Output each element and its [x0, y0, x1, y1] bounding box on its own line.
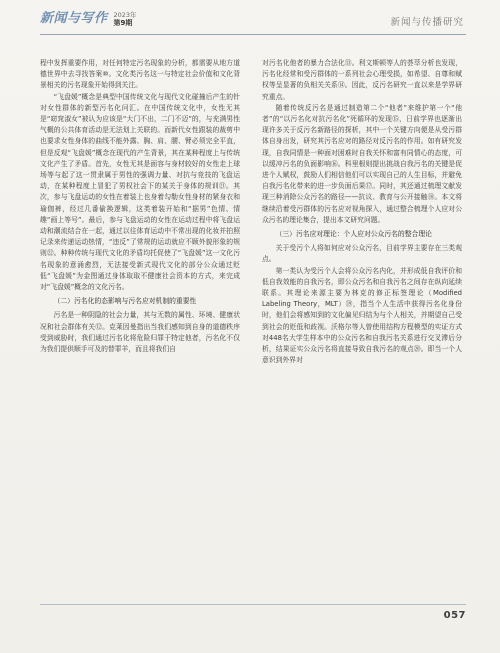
body-paragraph: 污名是一种阴隐的社会力量，其与无数的属性、环境、健康状况和社会群体有关⑫。克莱因曼指出当我们感知到自身的道德秩序受到威胁时，我们通过污名化将危险归罪于特定他者，污名化不仅为我们提供顺手可及的替罪羊，而且将我们自	[40, 311, 240, 354]
page-number: 057	[443, 610, 466, 621]
journal-logo-block	[40, 11, 137, 27]
issue-year: 2023年	[113, 11, 137, 19]
body-paragraph: 对污名化他者的暴力合法化⑬。利文斯顿等人的荟萃分析也发现，污名化经常和受污群体的一系列社会心理受损，如希望、自尊和赋权等呈显著的负相关关系⑭。因此，反污名研究一直以来是学界研究重点。	[262, 59, 462, 101]
issue-info	[114, 11, 137, 27]
right-column	[262, 58, 462, 366]
body-paragraph: 程中发挥重要作用，对任何特定污名现象的分析，都需要从地方道德世界中去寻找答案⑩。文化类污名这一与特定社会价值和文化背景相关的污名现象开始得到关注。	[40, 59, 240, 90]
footer-divider	[40, 604, 466, 605]
section-heading: （三）污名应对理论：个人应对公众污名的整合理论	[275, 230, 432, 239]
journal-logo: 新闻与写作	[40, 11, 108, 26]
section-heading: （二）污名化的态影响与污名应对机制的重要性	[53, 297, 197, 306]
section-title: 新闻与传播研究	[390, 17, 464, 28]
left-column	[40, 58, 240, 355]
body-paragraph: 关于受污个人将如何应对公众污名，目前学界主要存在三类观点。	[262, 244, 462, 264]
page-header	[0, 0, 500, 40]
header-divider	[40, 34, 466, 35]
issue-number: 第9期	[113, 19, 133, 27]
body-paragraph: 随着传统反污名是通过制造第二个“他者”来维护第一个“他者”的“以污名化对抗污名化”死循环的发现⑮，日前学界也逐渐出现许多关于反污名新路径的探析，其中一个关键方向便是从受污群体自身出发，研究其污名应对的路径对反污名的作用。如有研究发现，自我同情是一种面对困难时自我关怀和富有同情心的态度，可以缓冲污名的负面影响⑯。科里根则提出挑战自我污名的关键是促进个人赋权，鼓励人们相信他们可以实现自己的人生目标，并避免自我污名化带来的进一步负面后果⑰。同时，其还通过梳理文献发现三种消除公众污名的路径——抗议、教育与公开接触⑱。本文将继续沿着受污群体的污名应对视角探入，通过整合梳理个人应对公众污名的理论集合，提出本文研究问题。	[262, 103, 462, 224]
body-paragraph: 第一类认为受污个人会将公众污名内化，并形成低自我评价和低自我效能的自我污名，即公众污名和自我污名之间存在纵向延续联系。其理论来源主要为林克的修正标签理论（Modified Labeling Theory，MLT）⑲，指当个人生活中获得污名化身份时，他们会将感知到的文化偏见归结为与个人相关，并期望自己受到社会的贬低和歧视。沃格尔等人曾使用结构方程模型的实证方式对448名大学生样本中的公众污名和自我污名关系进行交叉滞后分析，结果证实公众污名将直接导致自我污名的观点⑳。即当一个人意识到外界对	[262, 266, 462, 365]
body-paragraph: “飞盘媛”概念是典型中国传统文化与现代文化碰撞后产生的针对女性群体的新型污名化问汇。在中国传统文化中，女性无其是“窈窕淑女”被认为应该是“大门不出，二门不迈”的，与充满男性气概的公共体育活动是无法划上关联的。而新代女性跟装的裁剪中也要求女性身体的曲线不能外露、胸、肩、腰、臂必须完全平直，但是反观“飞盘媛”概念在现代的产生背景，其在某种程度上与传统文化产生了矛盾。首先，女性无其是面容与身材较好的女性走上球场等与起了这一贯隶属于男性的强调力量、对抗与竞技的飞盘运动，在某种程度上冒犯了男权社会下的某关于身体的规训㉑。其次，参与飞盘运动的女性在着装上也身着勾勒女性身材的紧身衣和瑜伽裤，经过几番偷换逻辑，这类着装开始和“据男”色情、情趣“画上等号”。最后，参与飞盘运动的女性在运动过程中将飞盘运动和潮流结合在一起，通过以往体育运动中不常出现的化妆并拍照记录来传递运动热情，“违反”了常规的运动就应不顾外貌形象的规则㉒。种种传统与现代文化的矛盾均托促使了“飞盘媛”这一文化污名现象的意涌愈烈，无法接受新式现代文化的部分公众通过贬低“飞盘媛”为金图通过身体取取不健康社会资本的方式，来完成对“飞盘媛”概念的文化污名。	[40, 92, 240, 292]
